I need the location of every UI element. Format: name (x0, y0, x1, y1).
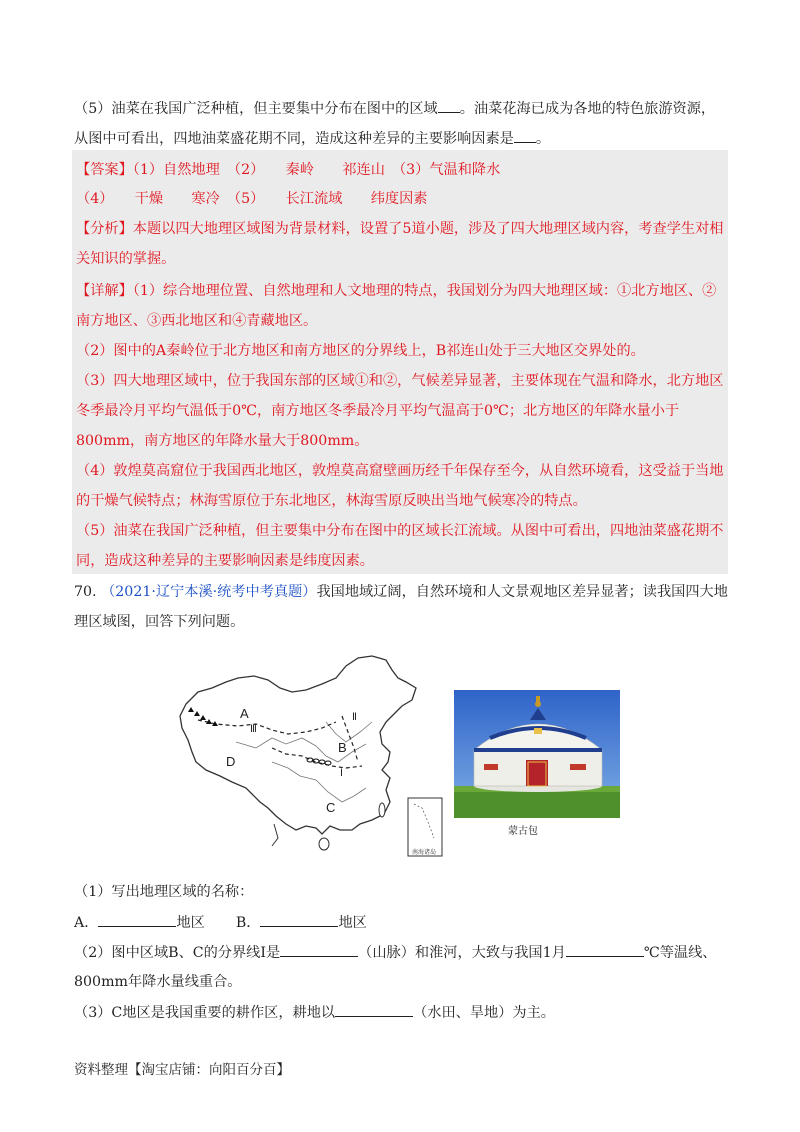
map-label-b: B (338, 740, 347, 755)
sub2-line2: 800mm年降水量线重合。 (74, 974, 242, 990)
detail-line-4: （3）四大地理区域中，位于我国东部的区域①和②，气候差异显著，主要体现在气温和降水，北方地区 (76, 373, 724, 389)
sub1-blanks: A． 地区 B． 地区 (74, 912, 367, 933)
photo-caption: 蒙古包 (508, 826, 538, 837)
detail-line-5: 冬季最冷月平均气温低于0℃，南方地区冬季最冷月平均气温高于0℃；北方地区的年降水量小于 (76, 403, 680, 419)
detail-line-7: （4）敦煌莫高窟位于我国西北地区，敦煌莫高窟壁画历经千年保存至今，从自然环境看，这受益于当地 (76, 463, 724, 479)
inset-label: 南海诸岛 (412, 849, 437, 856)
blank-farmland (335, 1002, 413, 1017)
q70-number: 70. (74, 584, 97, 600)
detail-line-1: 【详解】（1）综合地理位置、自然地理和人文地理的特点，我国划分为四大地理区域：①北方地区、② (76, 283, 717, 299)
answer-line-2: （4） 干燥 寒冷 （5） 长江流域 纬度因素 (76, 191, 428, 207)
line-label-ii: Ⅱ (352, 712, 357, 723)
sub3-line: （3）C地区是我国重要的耕作区，耕地以 （水田、旱地）为主。 (74, 1002, 555, 1023)
sub2-line1: （2）图中区域B、C的分界线Ⅰ是 （山脉）和淮河，大致与我国1月 ℃等温线、 (74, 942, 716, 963)
south-china-sea-inset (408, 798, 442, 856)
q5-line2: 从图中可看出，四地油菜盛花期不同，造成这种差异的主要影响因素是 。 (74, 128, 550, 149)
footer: 资料整理【淘宝店铺：向阳百分百】 (74, 1062, 290, 1078)
line-label-iii: Ⅲ (250, 724, 257, 735)
hainan-coast (272, 824, 278, 846)
detail-line-6: 800mm，南方地区的年降水量大于800mm。 (76, 433, 369, 449)
yurt-photo (454, 690, 620, 818)
analysis-line-2: 关知识的掌握。 (76, 251, 176, 267)
map-label-a: A (240, 706, 249, 721)
q70-line2: 理区域图，回答下列问题。 (74, 614, 245, 630)
answer-line-1: 【答案】（1）自然地理 （2） 秦岭 祁连山 （3）气温和降水 (76, 162, 501, 178)
answer-block (72, 150, 728, 574)
map-label-c: C (326, 800, 336, 815)
detail-line-2: 南方地区、③西北地区和④青藏地区。 (76, 313, 318, 329)
line-label-i: Ⅰ (340, 768, 343, 779)
sub1-text: （1）写出地理区域的名称： (74, 884, 254, 900)
blank-temperature (566, 942, 644, 957)
hainan-island (319, 838, 329, 850)
q5-blank-2 (514, 128, 536, 143)
china-regions-map (176, 652, 446, 862)
q5-line1: （5）油菜在我国广泛种植，但主要集中分布在图中的区域 。油菜花海已成为各地的特色旅游资源， (74, 98, 715, 119)
analysis-line-1: 【分析】本题以四大地理区域图为背景材料，设置了5道小题，涉及了四大地理区域内容，考查学生对相 (76, 221, 724, 237)
taiwan-island (379, 803, 385, 817)
q70-source: （2021·辽宁本溪·统考中考真题） (101, 584, 317, 600)
map-label-d: D (226, 754, 236, 769)
blank-a (98, 912, 176, 927)
detail-line-3: （2）图中的A秦岭位于北方地区和南方地区的分界线上，B祁连山处于三大地区交界处的。 (76, 343, 645, 359)
detail-line-9: （5）油菜在我国广泛种植，但主要集中分布在图中的区域长江流域。从图中可看出，四地油菜盛花期不 (76, 523, 724, 539)
detail-line-8: 的干燥气候特点；林海雪原位于东北地区，林海雪原反映出当地气候寒冷的特点。 (76, 493, 587, 509)
q5-blank-1 (438, 98, 460, 113)
blank-b (260, 912, 338, 927)
detail-line-10: 同，造成这种差异的主要影响因素是纬度因素。 (76, 553, 374, 569)
q70-line1: 70. （2021·辽宁本溪·统考中考真题）我国地域辽阔，自然环境和人文景观地区差异显著；读我国四大地 (74, 584, 728, 600)
blank-mountain (280, 942, 358, 957)
